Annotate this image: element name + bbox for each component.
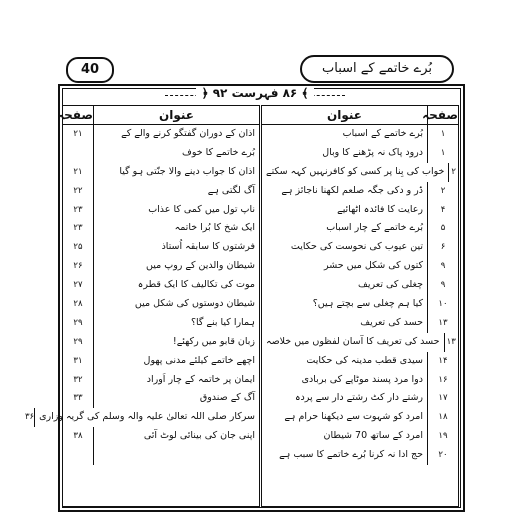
toc-row-page: ۳۳ — [63, 389, 94, 408]
toc-row-title: بُرے خاتمے کے اسباب — [342, 128, 423, 139]
toc-row-page: ۲۸ — [63, 295, 94, 314]
toc-row — [63, 257, 259, 276]
toc-row-title: رعایت کا فائدہ اٹھائیے — [337, 203, 423, 215]
toc-row-title: سرکار صلی اللہ تعالیٰ علیہ والہ وسلم کی گریہ وزاری — [39, 411, 255, 423]
toc-row-page: ۱۰ — [427, 295, 458, 314]
toc-row-page: ۳۲ — [63, 371, 94, 390]
toc-row — [262, 163, 458, 182]
toc-row — [262, 238, 458, 257]
header-page: صفحہ — [422, 108, 458, 122]
toc-row — [262, 144, 458, 163]
page-number: 40 — [66, 57, 114, 83]
toc-row-page: ۵ — [427, 219, 458, 238]
toc-row-page: ۱۳ — [427, 314, 458, 333]
toc-row-page: ۳۶ — [25, 408, 35, 427]
toc-row-page: ۱ — [427, 125, 458, 144]
toc-row-title: اپنی جان کی بینائی لوٹ آئی — [143, 430, 255, 442]
toc-row — [63, 201, 259, 220]
toc-row-page: ۳۸ — [63, 427, 94, 446]
toc-row-title: اذان کے دوران گفتگو کرنے والے کے — [121, 128, 255, 139]
toc-row-page: ۳۱ — [63, 352, 94, 371]
toc-row-title: اذان کا جواب دینے والا جنّتی ہو گیا — [119, 165, 255, 177]
toc-row-title: امرد کو شہوت سے دیکھنا حرام ہے — [284, 411, 423, 423]
toc-row-page: ۲ — [427, 182, 458, 201]
toc-row — [262, 219, 458, 238]
toc-row-page: ۲۱ — [63, 125, 94, 144]
toc-row-title: آگ کے صندوق — [199, 392, 255, 404]
toc-row-title: اچھے خاتمے کیلئے مدنی پھول — [143, 354, 255, 366]
toc-row-title: بُرے خاتمے کا خوف — [181, 146, 255, 158]
toc-row-page: ۲۵ — [63, 238, 94, 257]
toc-row-title: سیدی قطب مدینہ کی حکایت — [306, 354, 423, 366]
toc-row-page: ۲۶ — [63, 257, 94, 276]
toc-row-title: موت کی تکالیف کا ایک قطرہ — [137, 279, 255, 291]
toc-row — [63, 276, 259, 295]
toc-row-page: ۱۴ — [427, 352, 458, 371]
toc-row-title: فرشتوں کا سابقہ اُستاذ — [161, 241, 255, 253]
toc-row — [63, 125, 259, 144]
toc-row-title: خواب کی بِنا پر کسی کو کافرنہیں کہہ سکتے — [266, 165, 445, 177]
toc-row-title: حسد کی تعریف کا آسان لفظوں میں خلاصہ — [266, 335, 440, 347]
toc-row-title: چغلی کی تعریف — [358, 279, 423, 291]
toc-row-page: ۱۳ — [444, 333, 459, 352]
toc-row-title: حج ادا نہ کرنا بُرے خاتمے کا سبب ہے — [279, 449, 423, 461]
toc-row-title: ایمان پر خاتمہ کے چار اَوراد — [146, 373, 255, 385]
toc-row-page: ۲۱ — [63, 163, 94, 182]
toc-row-page: ۱۷ — [427, 389, 458, 408]
toc-row-title: ناپ تول میں کمی کا عذاب — [148, 203, 255, 215]
toc-row-title: آگ لگتی ہے — [207, 184, 255, 196]
toc-row-page: ۶ — [427, 238, 458, 257]
toc-row-title: شیطان والدین کے روپ میں — [146, 260, 255, 272]
toc-row-title: درود پاک نہ پڑھنے کا وبال — [322, 146, 423, 158]
toc-row — [63, 238, 259, 257]
toc-row — [262, 352, 458, 371]
toc-row-title: کتوں کی شکل میں حشر — [324, 260, 423, 272]
toc-row-page: ۹ — [427, 276, 458, 295]
toc-row-title: کیا ہم چغلی سے بچتے ہیں؟ — [312, 298, 423, 310]
toc-row — [63, 389, 259, 408]
toc-row — [63, 314, 259, 333]
toc-banner-text: ﴾ ۸۶ فہرست ۹۲ ﴿ — [196, 86, 315, 100]
toc-row — [63, 182, 259, 201]
toc-column-right — [261, 105, 459, 507]
toc-row — [262, 389, 458, 408]
toc-row — [262, 257, 458, 276]
toc-row-title: امرد کے ساتھ 70 شیطان — [323, 430, 423, 442]
toc-row-page: ۱ — [427, 144, 458, 163]
toc-row-page: ۲۹ — [63, 314, 94, 333]
toc-row — [262, 333, 458, 352]
toc-row — [262, 371, 458, 390]
toc-row — [262, 125, 458, 144]
toc-row-title: ڈر و دکی جگہ صلعم لکھنا ناجائز ہے — [281, 184, 423, 196]
header-title: عنوان — [159, 108, 194, 122]
toc-row — [63, 371, 259, 390]
toc-row-page: ۹ — [427, 257, 458, 276]
toc-row-title: ہمارا کیا بنے گا؟ — [190, 316, 255, 328]
toc-row-page: ۴ — [427, 201, 458, 220]
toc-row-page: ۲۰ — [427, 446, 458, 465]
toc-row — [63, 427, 259, 446]
page-header-title: بُرے خاتمے کے اسباب — [300, 55, 454, 83]
toc-column-left — [24, 105, 260, 507]
toc-row — [262, 276, 458, 295]
toc-row — [262, 182, 458, 201]
toc-row-page — [63, 144, 94, 163]
toc-row — [63, 446, 259, 465]
toc-row — [262, 446, 458, 465]
toc-row — [262, 314, 458, 333]
toc-row — [24, 408, 259, 427]
toc-row-title: شیطان دوستوں کی شکل میں — [134, 298, 255, 310]
toc-row-page: ۲ — [448, 163, 458, 182]
toc-row — [262, 201, 458, 220]
toc-row-page: ۲۷ — [63, 276, 94, 295]
toc-row — [63, 352, 259, 371]
toc-row-title: دوا مرد پسند موٹاپے کی بربادی — [301, 373, 423, 385]
toc-row — [63, 219, 259, 238]
toc-row-page: ۲۳ — [63, 201, 94, 220]
toc-row — [63, 333, 259, 352]
toc-row-title: ایک شخ کا بُرا خاتمہ — [174, 222, 255, 234]
toc-row-title: زبان قابو میں رکھئے! — [172, 335, 255, 347]
toc-row-page — [63, 446, 94, 465]
toc-row-page: ۲۳ — [63, 219, 94, 238]
header-page: صفحہ — [57, 108, 93, 122]
toc-row-title: تین عیوب کی نحوست کی حکایت — [290, 241, 423, 253]
toc-row — [63, 295, 259, 314]
toc-row — [262, 427, 458, 446]
toc-row-title: حسد کی تعریف — [360, 316, 423, 328]
toc-row — [262, 295, 458, 314]
toc-row-page: ۲۹ — [63, 333, 94, 352]
toc-row — [262, 408, 458, 427]
toc-row-title — [94, 446, 259, 465]
header-title: عنوان — [327, 108, 362, 122]
toc-row-page: ۱۹ — [427, 427, 458, 446]
toc-row — [63, 163, 259, 182]
toc-row-page: ۱۸ — [427, 408, 458, 427]
toc-row-title: رشتے دار کٹ رشتے دار سے پردہ — [294, 392, 423, 404]
table-header — [57, 106, 259, 125]
toc-banner — [165, 86, 345, 104]
toc-row-page: ۲۲ — [63, 182, 94, 201]
toc-row-page: ۱۶ — [427, 371, 458, 390]
table-header — [262, 106, 458, 125]
toc-row-title: بُرے خاتمے کے چار اسباب — [326, 222, 423, 234]
toc-row — [63, 144, 259, 163]
